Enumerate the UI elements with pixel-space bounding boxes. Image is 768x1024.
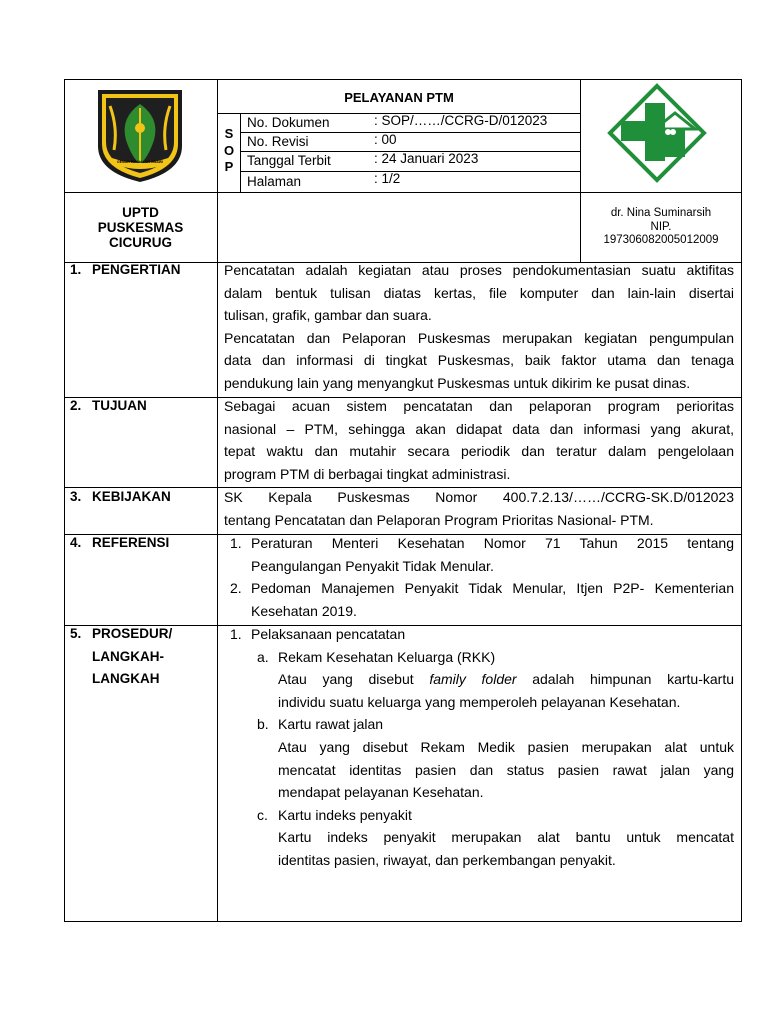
list-number: 2. (230, 580, 242, 596)
section-title-line: PROSEDUR/ (92, 626, 173, 641)
body-line: Pedoman Manajemen Penyakit Tidak Menular, Itjen P2P- Kementerian (251, 580, 734, 596)
meta-label-revision: No. Revisi (247, 134, 309, 149)
section-body (224, 395, 734, 485)
body-line: tulisan, grafik, gambar dan suara. (224, 307, 432, 323)
body-line: identitas pasien, riwayat, dan perkembangan penyakit. (278, 851, 616, 868)
list-letter: a. (257, 649, 269, 665)
body-line: dalam bentuk tulisan diatas kertas, file komputer dan lain-lain disertai (224, 284, 734, 301)
section-title: TUJUAN (92, 398, 147, 413)
body-line: Kesehatan 2019. (251, 602, 357, 619)
substep-label: Rekam Kesehatan Keluarga (RKK) (278, 649, 496, 665)
puskesmas-cross-icon (607, 83, 707, 183)
meta-value-issue-date: : 24 Januari 2023 (374, 151, 479, 166)
emblem-motto: GEMAH RIPAH LOH JINAWI (116, 160, 164, 164)
org-line: CICURUG (109, 235, 172, 250)
substep-description (278, 668, 734, 713)
desc-italic: family folder (429, 671, 517, 687)
org-line: UPTD (122, 205, 159, 220)
section-number: 2. (70, 398, 82, 413)
desc-text: adalah himpunan kartu-kartu (532, 671, 735, 687)
meta-value-revision: : 00 (374, 132, 397, 147)
section-body (224, 486, 734, 531)
signer-block (581, 207, 741, 248)
signer-nip: 197306082005012009 (603, 234, 719, 246)
sop-letter: S (224, 126, 234, 141)
step-label: Pelaksanaan pencatatan (251, 626, 406, 642)
list-number: 1. (230, 535, 242, 551)
body-line: Kartu indeks penyakit merupakan alat bantu untuk mencatat (278, 829, 734, 845)
section-number: 5. (70, 626, 82, 641)
org-line: PUSKESMAS (97, 220, 184, 235)
section-title: KEBIJAKAN (92, 489, 171, 504)
meta-label-issue-date: Tanggal Terbit (247, 153, 331, 168)
substep-description (278, 826, 734, 871)
body-line: program PTM di berbagai tingkat administrasi. (224, 465, 511, 482)
section-title: PENGERTIAN (92, 262, 181, 277)
body-line: Atau yang disebut Rekam Medik pasien merupakan alat untuk (278, 739, 734, 755)
section-title (92, 623, 172, 691)
list-number: 1. (230, 626, 242, 642)
body-line: Pencatatan dan Pelaporan Puskesmas merupakan kegiatan pengumpulan (224, 329, 734, 346)
substep-label: Kartu indeks penyakit (278, 807, 412, 823)
body-line: mendapat pelayanan Kesehatan. (278, 784, 484, 800)
list-letter: b. (257, 716, 269, 732)
body-line: Peraturan Menteri Kesehatan Nomor 71 Tahun 2015 tentang (251, 535, 734, 551)
meta-value-page: : 1/2 (374, 171, 401, 186)
document-title: PELAYANAN PTM (344, 90, 454, 105)
section-title: REFERENSI (92, 535, 170, 550)
section-body (224, 259, 734, 394)
section-title-line: LANGKAH- (92, 648, 164, 664)
procedure-step (230, 623, 734, 647)
body-line: data dan informasi di tingkat Puskesmas, baik faktor utama dan tenaga (224, 352, 734, 368)
regency-emblem (96, 88, 184, 184)
list-letter: c. (257, 807, 268, 823)
organization-name (64, 205, 217, 250)
sop-letter: O (223, 142, 235, 158)
section-title-line: LANGKAH (92, 671, 160, 686)
body-line: nasional – PTM, sehingga akan didapat data dan informasi yang akurat, (224, 420, 734, 437)
body-line: tentang Pencatatan dan Pelaporan Program Prioritas Nasional- PTM. (224, 511, 654, 528)
emblem-shield-icon (96, 88, 184, 184)
sop-label (218, 126, 240, 176)
section-number: 4. (70, 535, 82, 550)
body-line: SK Kepala Puskesmas Nomor 400.7.2.13/……/CCRG-SK.D/012023 (224, 489, 734, 505)
puskesmas-logo (607, 83, 707, 183)
body-line: Pencatatan adalah kegiatan atau proses pendokumentasian suatu aktifitas (224, 262, 734, 278)
section-number: 1. (70, 262, 82, 277)
body-line: pendukung lain yang menyangkut Puskesmas untuk dikirim ke pusat dinas. (224, 374, 691, 391)
meta-value-doc-number: : SOP/……/CCRG-D/012023 (374, 113, 548, 128)
substep-description (278, 736, 734, 804)
body-line: Sebagai acuan sistem pencatatan dan pelaporan program perioritas (224, 398, 734, 414)
sop-letter: P (224, 159, 234, 174)
meta-label-doc-number: No. Dokumen (247, 115, 330, 130)
signer-name: dr. Nina Suminarsih (610, 207, 712, 219)
section-number: 3. (70, 489, 82, 504)
meta-label-page: Halaman (247, 174, 302, 189)
body-line (278, 668, 734, 691)
body-line: mencatat identitas pasien dan status pasien rawat jalan yang (278, 761, 734, 778)
body-line: tepat waktu dan mutahir secara periodik dan teratur dalam pengelolaan (224, 443, 734, 459)
signer-nip-label: NIP. (650, 220, 672, 233)
body-line: Peangulangan Penyakit Tidak Menular. (251, 557, 494, 574)
substep-label: Kartu rawat jalan (278, 716, 384, 732)
body-line: individu suatu keluarga yang memperoleh pelayanan Kesehatan. (278, 693, 681, 710)
desc-text: Atau yang disebut (278, 671, 414, 687)
